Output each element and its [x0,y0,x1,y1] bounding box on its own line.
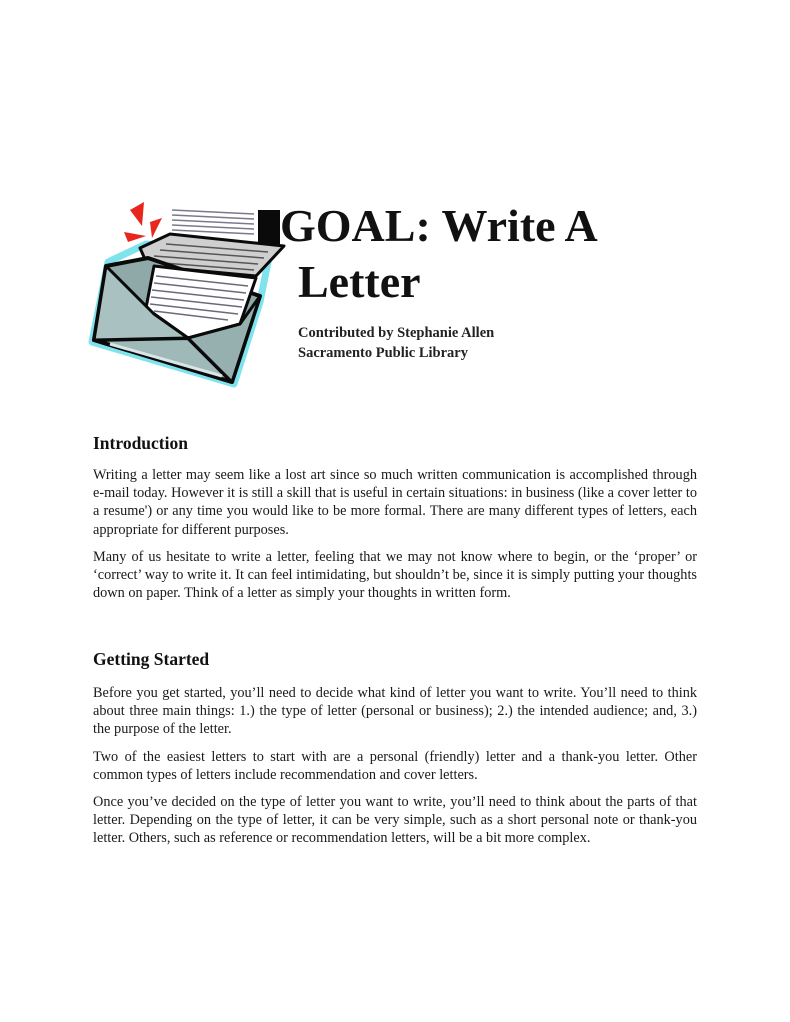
flying-paper-icon [166,204,256,238]
spark-icon [124,202,162,242]
paragraph: Two of the easiest letters to start with are a personal (friendly) letter and a thank-you letter. Other common types of letters include recommendation and cover letters. [93,748,697,783]
page-title-line-2: Letter [298,256,421,307]
paragraph: Many of us hesitate to write a letter, feeling that we may not know where to begin, or the ‘proper’ or ‘correct’ way to write it. It can feel intimidating, but shouldn’t be, since it is simply putting your thoughts down on paper. Think of a letter as simply your thoughts in written form. [93,548,697,602]
paragraph: Once you’ve decided on the type of letter you want to write, you’ll need to think about the parts of that letter. Depending on the type of letter, it can be very simple, such as a short personal note or thank-you letter. Others, such as reference or recommendation letters, will be a bit more complex. [93,794,697,847]
page-title-line-1: GOAL: Write A [280,200,598,251]
section-getting-started [93,648,697,848]
paragraph: Before you get started, you’ll need to decide what kind of letter you want to write. You’ll need to think about three main things: 1.) the type of letter (personal or business); 2.) the intended audience; and, 3.) the purpose of the letter. [93,685,697,738]
envelope-with-letter-icon [88,196,288,392]
section-introduction [93,432,697,602]
paragraph: Writing a letter may seem like a lost art since so much written communication is accomplished through e-mail today. However it is still a skill that is useful in certain situations: in business (like a cover letter to a resume') or any time you would like to be more formal. There are many different types of letters, each appropriate for different purposes. [93,467,697,538]
contributor-credit: Contributed by Stephanie Allen [298,325,495,341]
organization-name: Sacramento Public Library [298,345,468,361]
section-heading: Introduction [93,433,188,453]
section-heading: Getting Started [93,649,210,669]
byline [298,323,494,363]
